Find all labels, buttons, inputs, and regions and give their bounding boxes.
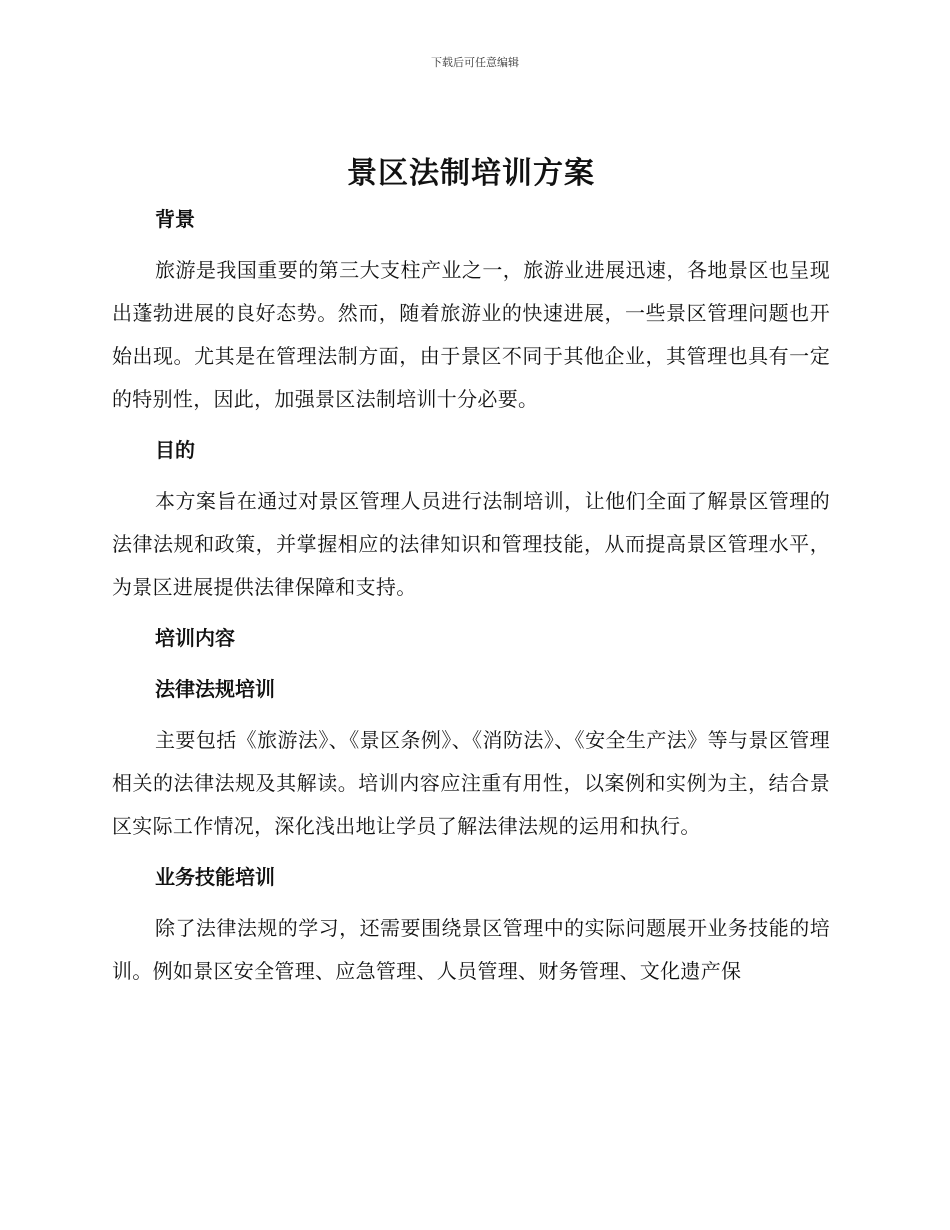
document-title: 景区法制培训方案 — [347, 156, 595, 191]
page-header-note: 下载后可任意编辑 — [431, 56, 519, 69]
paragraph-law-training: 主要包括《旅游法》、《景区条例》、《消防法》、《安全生产法》等与景区管理相关的法律法规及其解读。培训内容应注重有用性，以案例和实例为主，结合景区实际工作情况，深化浅出地让学员了解法律法规的运用和执行。 — [112, 728, 830, 838]
paragraph-skills-training: 除了法律法规的学习，还需要围绕景区管理中的实际问题展开业务技能的培训。例如景区安全管理、应急管理、人员管理、财务管理、文化遗产保 — [112, 916, 830, 983]
paragraph-purpose: 本方案旨在通过对景区管理人员进行法制培训，让他们全面了解景区管理的法律法规和政策，并掌握相应的法律知识和管理技能，从而提高景区管理水平，为景区进展提供法律保障和支持。 — [112, 489, 830, 599]
section-heading-training-content: 培训内容 — [155, 626, 235, 650]
section-heading-skills-training: 业务技能培训 — [155, 865, 275, 889]
section-heading-law-training: 法律法规培训 — [155, 677, 275, 701]
paragraph-background: 旅游是我国重要的第三大支柱产业之一，旅游业进展迅速，各地景区也呈现出蓬勃进展的良好态势。然而，随着旅游业的快速进展，一些景区管理问题也开始出现。尤其是在管理法制方面，由于景区不同于其他企业，其管理也具有一定的特别性，因此，加强景区法制培训十分必要。 — [112, 258, 830, 411]
document-body — [112, 150, 830, 993]
section-heading-background: 背景 — [155, 207, 195, 231]
section-heading-purpose: 目的 — [155, 438, 195, 462]
